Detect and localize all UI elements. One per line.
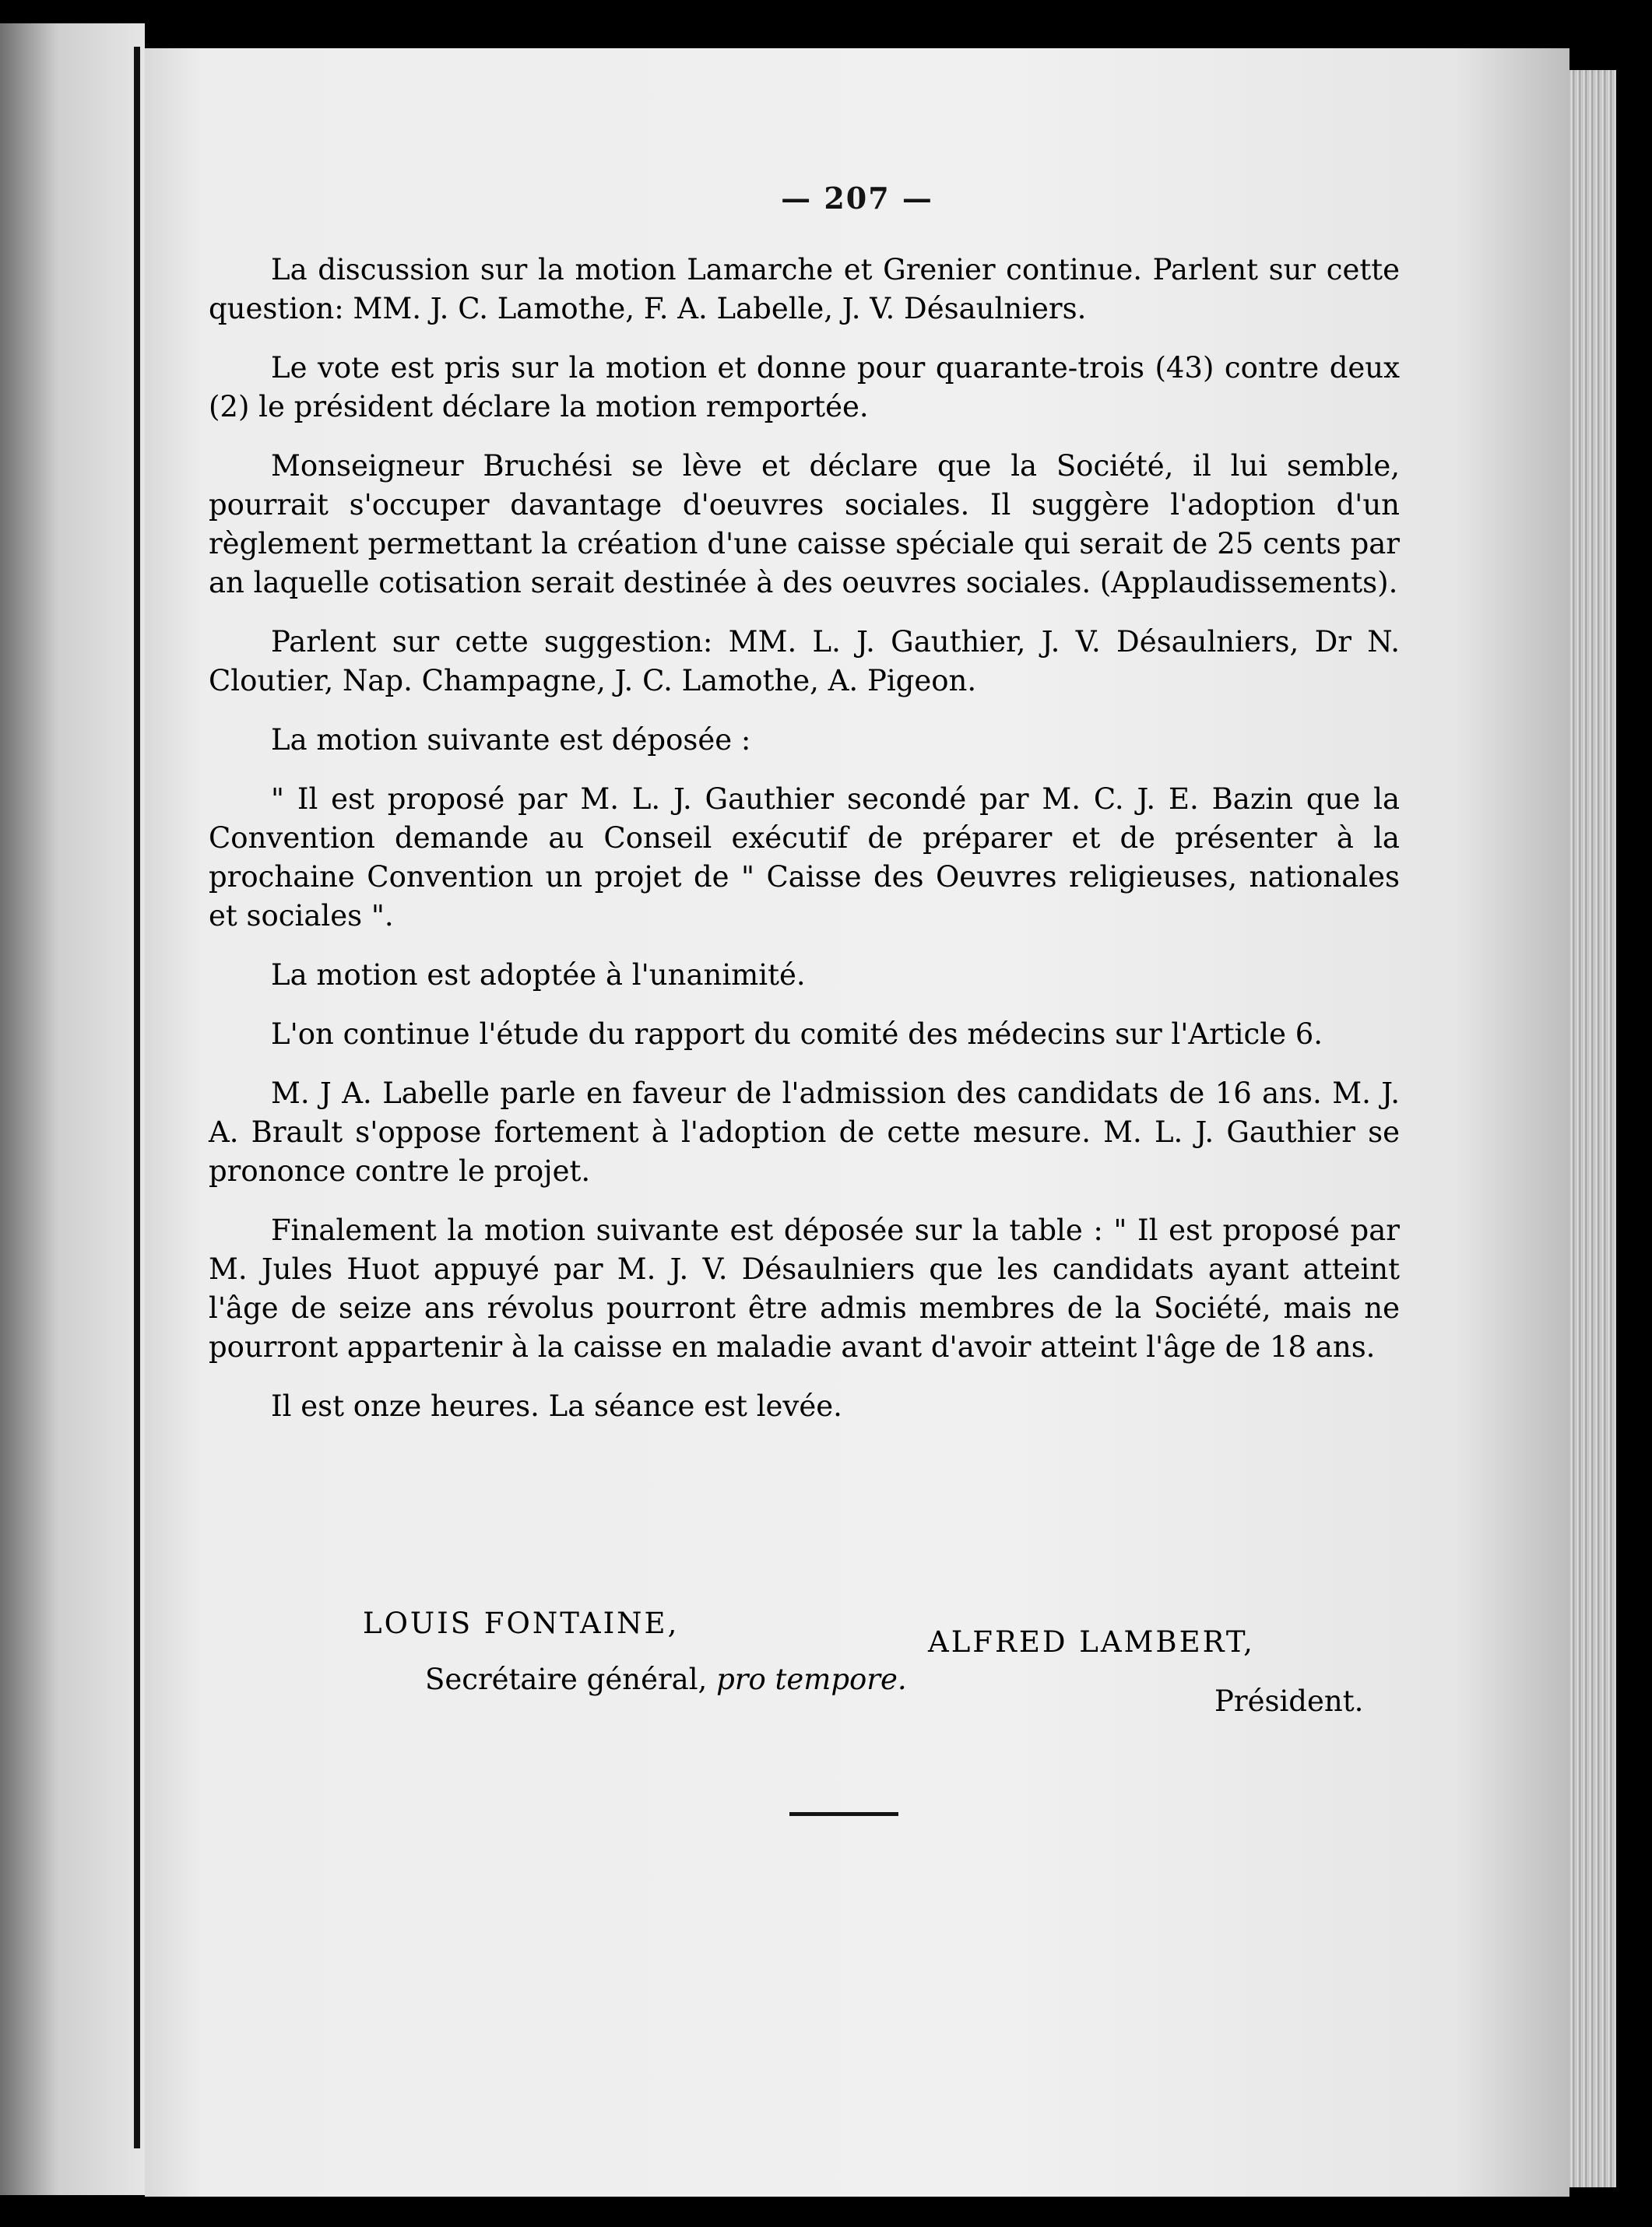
paragraph: Le vote est pris sur la motion et donne pour quarante-trois (43) contre deux (2) le président déclare la motion remportée. [209,351,1400,423]
paragraph: La motion suivante est déposée : [271,723,751,757]
paragraph: Monseigneur Bruchési se lève et déclare que la Société, il lui semble, pourrait s'occuper davantage d'oeuvres sociales. Il suggère l'adoption d'un règlement permettant la création d'une caisse spéciale qui serait de 25 cents par an laquelle cotisation serait destinée à des oeuvres sociales. (Applaudissements). [209,449,1400,599]
closing-rule [789,1812,898,1816]
page-stack-edges [1569,70,1616,2187]
paragraph: La discussion sur la motion Lamarche et Grenier continue. Parlent sur cette question: MM. J. C. Lamothe, F. A. Labelle, J. V. Désaulniers. [209,253,1400,325]
facing-page-edge [0,23,145,2195]
body-text [209,251,1400,1446]
binding-shadow [134,47,140,2148]
page-number: — 207 — [781,181,933,216]
signature-left-title [425,1661,907,1698]
paragraph: Parlent sur cette suggestion: MM. L. J. Gauthier, J. V. Désaulniers, Dr N. Cloutier, Nap. Champagne, J. C. Lamothe, A. Pigeon. [209,625,1400,697]
paragraph: Finalement la motion suivante est déposée sur la table : " Il est proposé par M. Jules Huot appuyé par M. J. V. Désaulniers que les candidats ayant atteint l'âge de seize ans révolus pourront être admis membres de la Société, mais ne pourront appartenir à la caisse en maladie avant d'avoir atteint l'âge de 18 ans. [209,1214,1400,1364]
signature-right-name: ALFRED LAMBERT, [928,1625,1255,1659]
paragraph: M. J A. Labelle parle en faveur de l'admission des candidats de 16 ans. M. J. A. Brault s'oppose fortement à l'adoption de cette mesure. M. L. J. Gauthier se prononce contre le projet. [209,1077,1400,1188]
paragraph: " Il est proposé par M. L. J. Gauthier secondé par M. C. J. E. Bazin que la Convention demande au Conseil exécutif de préparer et de présenter à la prochaine Convention un projet de " Caisse des Oeuvres religieuses, nationales et sociales ". [209,782,1400,933]
paragraph: La motion est adoptée à l'unanimité. [271,958,806,992]
signature-left-name: LOUIS FONTAINE, [363,1607,680,1640]
signature-left-role-italic: pro tempore. [716,1663,907,1696]
signature-left-role: Secrétaire général, [425,1663,708,1696]
paragraph: Il est onze heures. La séance est levée. [271,1389,842,1423]
paragraph: L'on continue l'étude du rapport du comité des médecins sur l'Article 6. [271,1017,1323,1051]
signature-right-title: Président. [1214,1684,1364,1718]
